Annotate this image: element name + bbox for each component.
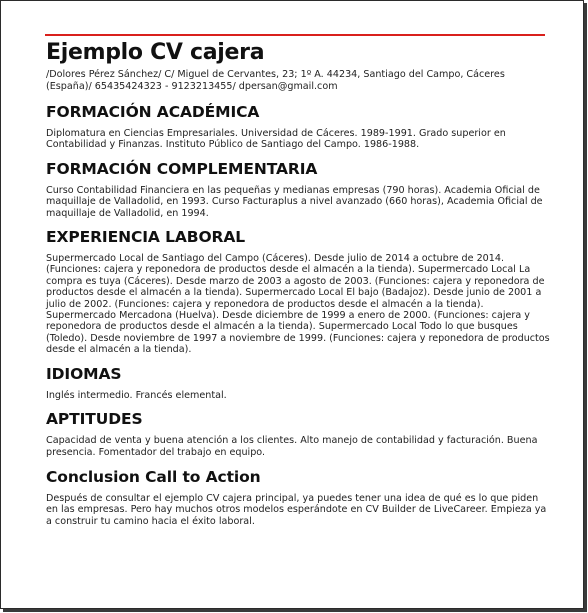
section-formacion-academica (46, 102, 551, 151)
section-heading: FORMACIÓN ACADÉMICA (46, 103, 260, 121)
section-text: Capacidad de venta y buena atención a los clientes. Alto manejo de contabilidad y facturación. Buena presencia. Fomentador del trabajo en equipo. (46, 435, 538, 458)
section-aptitudes (46, 409, 551, 458)
section-heading: Conclusion Call to Action (46, 467, 261, 486)
resume-content (46, 39, 551, 527)
section-text: Después de consultar el ejemplo CV cajera principal, ya puedes tener una idea de qué es lo que piden en las empresas. Pero hay muchos otros modelos esperándote en CV Builder de LiveCareer. Empieza ya a construir tu camino hacia el éxito laboral. (46, 492, 547, 527)
section-heading: FORMACIÓN COMPLEMENTARIA (46, 159, 318, 178)
contact-info: /Dolores Pérez Sánchez/ C/ Miguel de Cervantes, 23; 1º A. 44234, Santiago del Campo, Cáceres (España)/ 65435424323 - 9123213455/ dpersan@gmail.com (46, 69, 505, 92)
section-text: Curso Contabilidad Financiera en las pequeñas y medianas empresas (790 horas). Academia Oficial de maquillaje de Valladolid, en 1993. Curso Facturaplus a nivel avanzado (660 horas), Academia Oficial de maquillaje de Valladolid, en 1994. (46, 184, 543, 219)
section-experiencia-laboral (46, 227, 551, 356)
section-heading: EXPERIENCIA LABORAL (46, 228, 246, 247)
section-heading: IDIOMAS (46, 364, 122, 383)
accent-divider (45, 34, 545, 36)
section-conclusion (46, 467, 551, 527)
section-idiomas (46, 364, 551, 401)
section-heading: APTITUDES (46, 410, 143, 429)
page-title: Ejemplo CV cajera (46, 40, 265, 65)
section-text: Inglés intermedio. Francés elemental. (46, 389, 227, 401)
section-text: Diplomatura en Ciencias Empresariales. Universidad de Cáceres. 1989-1991. Grado superior en Contabilidad y Finanzas. Instituto Público de Santiago del Campo. 1986-1988. (46, 128, 506, 151)
section-formacion-complementaria (46, 159, 551, 219)
section-text: Supermercado Local de Santiago del Campo (Cáceres). Desde julio de 2014 a octubre de 2014. (Funciones: cajera y reponedora de productos desde el almacén a la tienda). Supermercado Local La compra es tuya (Cáceres). Desde marzo de 2003 a agosto de 2003. (Funciones: cajera y reponedora de productos desde el almacén a la tienda). Supermercado Local El bajo (Badajoz). Desde junio de 2001 a julio de 2002. (Funciones: cajera y reponedora de productos desde el almacén a la tienda). Supermercado Mercadona (Huelva). Desde diciembre de 1999 a enero de 2000. (Funciones: cajera y reponedora de productos desde el almacén a la tienda). Supermercado Local Todo lo que busques (Toledo). Desde noviembre de 1997 a noviembre de 1999. (Funciones: cajera y reponedora de productos desde el almacén a la tienda). (46, 253, 550, 356)
